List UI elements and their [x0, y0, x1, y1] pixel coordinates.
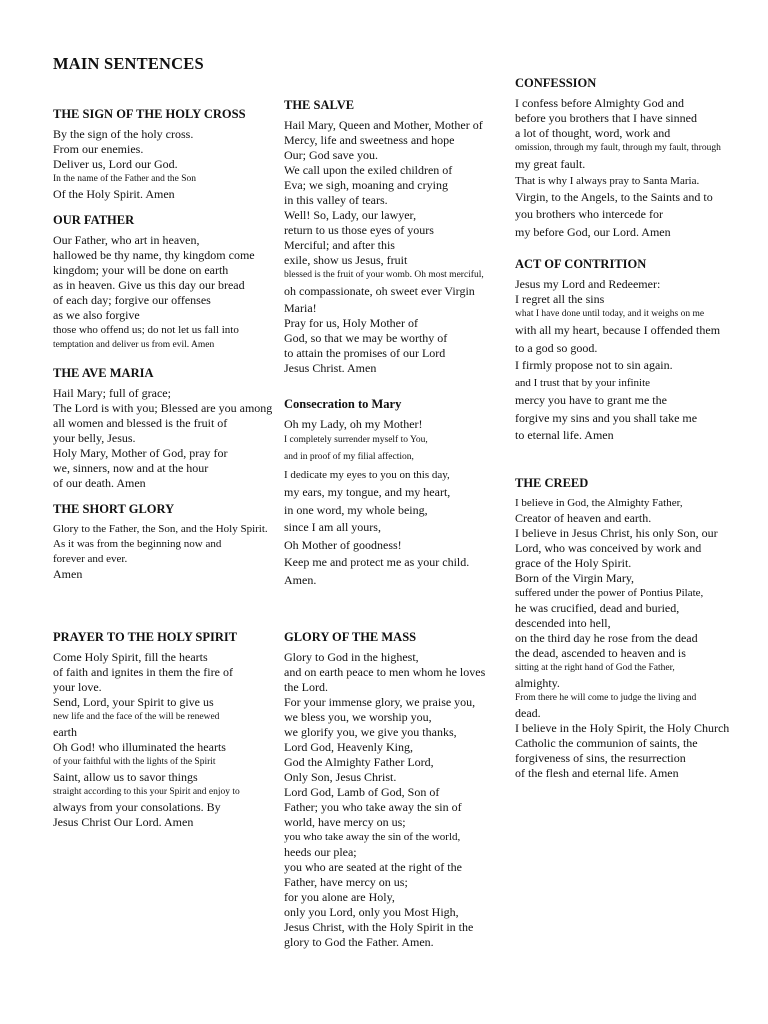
prayer-line: Glory to God in the highest, — [284, 650, 419, 664]
prayer-line: Jesus Christ Our Lord. Amen — [53, 815, 194, 829]
prayer-line: we bless you, we worship you, — [284, 710, 432, 724]
column-2 — [284, 97, 516, 950]
prayer-line: we, sinners, now and at the hour — [53, 461, 209, 475]
prayer-line: Hail Mary; full of grace; — [53, 386, 171, 400]
prayer-line: oh compassionate, oh sweet ever Virgin — [284, 284, 475, 298]
prayer-line: Holy Mary, Mother of God, pray for — [53, 446, 228, 460]
prayer-line: In the name of the Father and the Son — [53, 174, 196, 184]
prayer-line: blessed is the fruit of your womb. Oh most merciful, — [284, 270, 484, 280]
prayer-line: Send, Lord, your Spirit to give us — [53, 695, 214, 709]
prayer-line: Virgin, to the Angels, to the Saints and to — [515, 189, 713, 204]
prayer-line: almighty. — [515, 675, 560, 690]
prayer-section — [53, 365, 285, 491]
prayer-line: forever and ever. — [53, 553, 128, 565]
prayer-line: Oh Mother of goodness! — [284, 537, 402, 552]
prayer-line: heeds our plea; — [284, 845, 357, 859]
prayer-section — [515, 75, 747, 241]
prayer-line: all women and blessed is the fruit of — [53, 416, 228, 430]
prayer-line: what I have done until today, and it weighs on me — [515, 309, 705, 319]
prayer-line: since I am all yours, — [284, 520, 381, 534]
prayer-line: always from your consolations. By — [53, 800, 221, 814]
prayer-line: I completely surrender myself to You, — [284, 434, 428, 445]
prayer-line: Creator of heaven and earth. — [515, 510, 652, 525]
prayer-line: your love. — [53, 680, 102, 694]
prayer-line: God, so that we may be worthy of — [284, 330, 448, 345]
prayer-line: new life and the face of the will be renewed — [53, 712, 220, 722]
prayer-line: world, have mercy on us; — [284, 815, 406, 829]
prayer-line: dead. — [515, 705, 541, 720]
prayer-line: Maria! — [284, 300, 317, 315]
section-heading: THE SIGN OF THE HOLY CROSS — [53, 107, 246, 121]
prayer-line: kingdom; your will be done on earth — [53, 263, 229, 277]
prayer-line: return to us those eyes of yours — [284, 223, 434, 237]
prayer-line: of faith and ignites in them the fire of — [53, 665, 233, 679]
prayer-line: suffered under the power of Pontius Pilate, — [515, 586, 704, 599]
prayer-line: forgiveness of sins, the resurrection — [515, 750, 686, 765]
section-heading: ACT OF CONTRITION — [515, 257, 647, 271]
prayer-line: descended into hell, — [515, 615, 611, 630]
page-title: MAIN SENTENCES — [53, 54, 204, 73]
prayer-line: forgive my sins and you shall take me — [515, 410, 698, 425]
prayer-text — [284, 118, 516, 376]
prayer-text — [53, 127, 285, 202]
prayer-line: mercy you have to grant me the — [515, 393, 667, 407]
prayer-text — [515, 96, 747, 241]
prayer-line: I confess before Almighty God and — [515, 96, 684, 110]
prayer-line: you who are seated at the right of the — [284, 860, 462, 874]
section-heading: THE SALVE — [284, 98, 355, 112]
prayer-line: of the flesh and eternal life. Amen — [515, 765, 679, 780]
prayer-line: your belly, Jesus. — [53, 431, 136, 445]
prayer-line: sitting at the right hand of God the Father, — [515, 662, 675, 673]
prayer-section — [53, 629, 285, 830]
prayer-line: Deliver us, Lord our God. — [53, 157, 178, 171]
prayer-line: Only Son, Jesus Christ. — [284, 770, 397, 784]
prayer-line: for you alone are Holy, — [284, 890, 395, 904]
prayer-line: Pray for us, Holy Mother of — [284, 315, 418, 330]
prayer-line: I believe in Jesus Christ, his only Son, our — [515, 525, 718, 540]
prayer-section — [53, 212, 285, 353]
prayer-line: he was crucified, dead and buried, — [515, 600, 680, 615]
prayer-line: we glorify you, we give you thanks, — [284, 725, 457, 739]
column-1 — [53, 106, 285, 830]
prayer-line: I regret all the sins — [515, 292, 605, 306]
section-heading: THE CREED — [515, 475, 589, 490]
prayer-line: Jesus Christ, with the Holy Spirit in the — [284, 920, 474, 934]
prayer-line: The Lord is with you; Blessed are you among — [53, 401, 273, 415]
section-heading: GLORY OF THE MASS — [284, 630, 417, 644]
prayer-text — [284, 417, 516, 590]
prayer-line: Lord God, Heavenly King, — [284, 740, 413, 754]
prayer-line: grace of the Holy Spirit. — [515, 555, 632, 570]
section-heading: PRAYER TO THE HOLY SPIRIT — [53, 630, 238, 644]
prayer-line: on the third day he rose from the dead — [515, 630, 698, 645]
prayer-line: before you brothers that I have sinned — [515, 111, 697, 125]
section-heading: THE AVE MARIA — [53, 366, 154, 380]
prayer-line: omission, through my fault, through my fault, through — [515, 143, 721, 153]
prayer-line: the dead, ascended to heaven and is — [515, 645, 686, 660]
prayer-text — [515, 496, 747, 781]
prayer-line: Father; you who take away the sin of — [284, 800, 462, 814]
prayer-line: Hail Mary, Queen and Mother, Mother of — [284, 118, 483, 132]
prayer-line: you who take away the sin of the world, — [284, 831, 461, 843]
prayer-line: of your faithful with the lights of the Spirit — [53, 757, 216, 767]
prayer-line: Lord God, Lamb of God, Son of — [284, 785, 440, 799]
prayer-line: those who offend us; do not let us fall into — [53, 324, 239, 336]
prayer-line: Saint, allow us to savor things — [53, 770, 198, 784]
section-heading: CONFESSION — [515, 76, 597, 90]
prayer-line: my great fault. — [515, 157, 586, 171]
section-heading: THE SHORT GLORY — [53, 502, 175, 516]
prayer-line: glory to God the Father. Amen. — [284, 935, 434, 949]
prayer-line: Well! So, Lady, our lawyer, — [284, 208, 417, 222]
prayer-line: a lot of thought, word, work and — [515, 126, 671, 140]
prayer-line: hallowed be thy name, thy kingdom come — [53, 248, 255, 262]
prayer-line: From our enemies. — [53, 142, 144, 156]
prayer-line: to a god so good. — [515, 340, 598, 355]
prayer-line: and I trust that by your infinite — [515, 376, 651, 389]
prayer-line: Amen. — [284, 572, 317, 587]
prayer-line: Glory to the Father, the Son, and the Holy Spirit. — [53, 523, 268, 535]
prayer-text — [53, 386, 285, 491]
prayer-line: I firmly propose not to sin again. — [515, 358, 673, 372]
prayer-line: That is why I always pray to Santa Maria. — [515, 174, 700, 187]
prayer-line: as in heaven. Give us this day our bread — [53, 278, 245, 292]
prayer-section — [284, 396, 516, 590]
section-heading: Consecration to Mary — [284, 396, 402, 411]
prayer-line: Of the Holy Spirit. Amen — [53, 187, 175, 201]
prayer-line: in this valley of tears. — [284, 193, 388, 207]
prayer-line: By the sign of the holy cross. — [53, 127, 194, 141]
prayer-line: Come Holy Spirit, fill the hearts — [53, 650, 208, 664]
prayer-line: Jesus my Lord and Redeemer: — [515, 277, 661, 291]
prayer-line: Our; God save you. — [284, 148, 378, 162]
prayer-line: We call upon the exiled children of — [284, 163, 453, 177]
prayer-line: to attain the promises of our Lord — [284, 345, 446, 360]
prayer-line: only you Lord, only you Most High, — [284, 905, 459, 919]
prayer-line: as we also forgive — [53, 308, 140, 322]
section-heading: OUR FATHER — [53, 213, 135, 227]
prayer-line: you brothers who intercede for — [515, 207, 663, 221]
prayer-line: Amen — [53, 567, 83, 581]
prayer-line: God the Almighty Father Lord, — [284, 755, 434, 769]
prayer-section — [284, 97, 516, 376]
prayer-line: of each day; forgive our offenses — [53, 293, 211, 307]
prayer-line: Oh God! who illuminated the hearts — [53, 740, 226, 754]
prayer-line: with all my heart, because I offended them — [515, 323, 721, 337]
prayer-line: temptation and deliver us from evil. Amen — [53, 340, 215, 350]
prayer-text — [53, 233, 285, 353]
prayer-section — [515, 475, 747, 781]
prayer-line: and on earth peace to men whom he loves — [284, 665, 486, 679]
prayer-line: and in proof of my filial affection, — [284, 452, 414, 462]
prayer-line: For your immense glory, we praise you, — [284, 695, 476, 709]
prayer-line: Our Father, who art in heaven, — [53, 233, 200, 247]
column-3 — [515, 75, 747, 781]
prayer-text — [53, 522, 285, 582]
prayer-line: I dedicate my eyes to you on this day, — [284, 468, 450, 481]
prayer-line: Merciful; and after this — [284, 238, 395, 252]
prayer-section — [53, 501, 285, 582]
prayer-section — [284, 629, 516, 950]
prayer-line: exile, show us Jesus, fruit — [284, 253, 408, 267]
prayer-line: Born of the Virgin Mary, — [515, 570, 635, 585]
prayer-line: I believe in God, the Almighty Father, — [515, 496, 683, 509]
prayer-line: earth — [53, 725, 77, 739]
prayer-text — [53, 650, 285, 830]
prayer-section — [53, 106, 285, 202]
prayer-line: the Lord. — [284, 680, 328, 694]
prayer-line: Catholic the communion of saints, the — [515, 735, 698, 750]
prayer-line: Oh my Lady, oh my Mother! — [284, 416, 423, 431]
prayer-section — [515, 256, 747, 445]
prayer-line: Keep me and protect me as your child. — [284, 555, 470, 569]
prayer-line: Mercy, life and sweetness and hope — [284, 133, 455, 147]
prayer-line: straight according to this your Spirit and enjoy to — [53, 787, 240, 797]
prayer-line: of our death. Amen — [53, 476, 146, 490]
prayer-line: Father, have mercy on us; — [284, 875, 408, 889]
prayer-line: my ears, my tongue, and my heart, — [284, 485, 451, 499]
prayer-line: Jesus Christ. Amen — [284, 360, 377, 375]
prayer-line: From there he will come to judge the living and — [515, 692, 697, 703]
prayer-line: my before God, our Lord. Amen — [515, 224, 671, 239]
prayer-line: in one word, my whole being, — [284, 502, 428, 517]
prayer-line: As it was from the beginning now and — [53, 538, 222, 550]
prayer-line: Eva; we sigh, moaning and crying — [284, 178, 448, 192]
prayer-line: I believe in the Holy Spirit, the Holy Church — [515, 720, 730, 735]
prayer-line: Lord, who was conceived by work and — [515, 540, 702, 555]
prayer-text — [284, 650, 516, 950]
prayer-line: to eternal life. Amen — [515, 428, 614, 442]
prayer-text — [515, 277, 747, 445]
